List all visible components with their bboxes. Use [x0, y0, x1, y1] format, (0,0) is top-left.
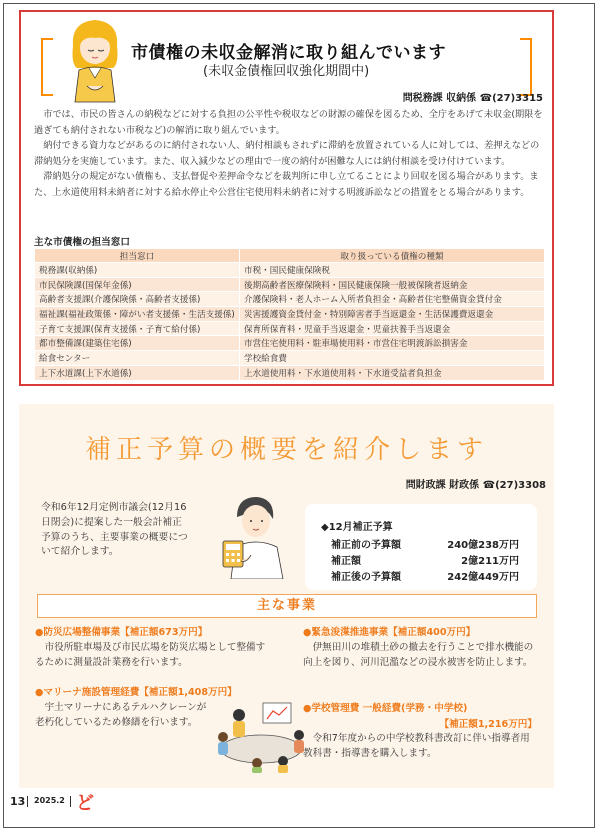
tax-office-contact: 問税務課 収納係 ☎(27)3315 [402, 93, 543, 104]
project-title: ●防災広場整備事業【補正額673万円】 [35, 627, 208, 638]
project-amount: 【補正額1,216万円】 [439, 719, 537, 730]
table-header-cell: 取り扱っている債権の種類 [239, 249, 544, 263]
section1-title: 市債権の未収金解消に取り組んでいます [131, 43, 446, 63]
table-row [35, 292, 545, 307]
project-description: 伊無田川の堆積土砂の撤去を行うことで排水機能の向上を図り、河川氾濫などの浸水被害を防止します。 [303, 642, 534, 669]
table-cell-office: 上下水道課(上下水道係) [35, 365, 240, 380]
table-cell-debt-type: 後期高齢者医療保険料・国民健康保険一般被保険者返納金 [239, 277, 544, 292]
table-row [35, 321, 545, 336]
budget-row [331, 536, 519, 551]
table-cell-office: 高齢者支援課(介護保険係・高齢者支援係) [35, 292, 240, 307]
table-cell-office: 税務課(収納係) [35, 263, 240, 278]
table-row [35, 351, 545, 366]
table-header-row [35, 249, 545, 263]
supplementary-budget-section [19, 404, 554, 788]
table-cell-debt-type: 学校給食費 [239, 351, 544, 366]
budget-summary-title: ◆12月補正予算 [321, 522, 393, 533]
project-description: 宇土マリーナにあるテルハクレーンが老朽化しているため修繕を行います。 [35, 702, 207, 729]
main-projects-heading: 主な事業 [37, 594, 537, 618]
table-cell-debt-type: 災害援護資金貸付金・特別障害者手当返還金・生活保護費返還金 [239, 307, 544, 322]
budget-row [331, 568, 519, 583]
budget-row-value: 2億211万円 [461, 556, 519, 567]
budget-row-value: 242億449万円 [447, 572, 519, 583]
title-bracket-left [41, 38, 53, 96]
table-cell-office: 子育て支援課(保育支援係・子育て給付係) [35, 321, 240, 336]
project-body [303, 731, 535, 762]
table-row [35, 365, 545, 380]
page-number: 13 [10, 795, 26, 808]
project-title: ●緊急浚渫推進事業【補正額400万円】 [303, 627, 476, 638]
budget-row [331, 552, 519, 567]
table-cell-office: 市民保険課(国保年金係) [35, 277, 240, 292]
budget-row-label: 補正前の予算額 [331, 540, 401, 551]
section2-title: 補正予算の概要を紹介します [84, 435, 488, 465]
magazine-logo: ど [76, 793, 94, 814]
meeting-illustration [209, 691, 314, 773]
footer-divider [27, 796, 28, 807]
project-body [35, 700, 209, 731]
budget-row-label: 補正額 [331, 556, 361, 567]
finance-office-contact: 問財政課 財政係 ☎(27)3308 [405, 480, 546, 491]
footer-divider [70, 796, 71, 807]
table-cell-debt-type: 保育所保育料・児童手当返還金・児童扶養手当返還金 [239, 321, 544, 336]
project-title: ●学校管理費 一般経費(学務・中学校) [303, 703, 468, 714]
man-with-calculator-illustration [217, 491, 291, 579]
issue-date: 2025.2 [34, 796, 65, 805]
project-body [35, 640, 271, 671]
section1-paragraph: 滞納処分の規定がない債権も、支払督促や差押命令などを裁判所に申し立てることにより回収を図る場合があります。また、上水道使用料未納者に対する給水停止や公営住宅使用料未納者に対する明渡訴訟などの措置をとる場合があります。 [34, 171, 539, 198]
table-row [35, 307, 545, 322]
table-cell-debt-type: 上水道使用料・下水道使用料・下水道受益者負担金 [239, 365, 544, 380]
table-row [35, 336, 545, 351]
table-row [35, 277, 545, 292]
budget-summary-box [305, 504, 537, 590]
budget-intro-text: 令和6年12月定例市議会(12月16日閉会)に提案した一般会計補正予算のうち、主要事業の概要について紹介します。 [41, 502, 188, 558]
debt-contact-table [34, 248, 545, 381]
table-cell-office: 給食センター [35, 351, 240, 366]
bowing-woman-illustration [61, 16, 129, 104]
table-cell-debt-type: 市営住宅使用料・駐車場使用料・市営住宅明渡訴訟損害金 [239, 336, 544, 351]
table-cell-office: 都市整備課(建築住宅係) [35, 336, 240, 351]
table-cell-office: 福祉課(福祉政策係・障がい者支援係・生活支援係) [35, 307, 240, 322]
debt-table-heading: 主な市債権の担当窓口 [34, 237, 130, 248]
table-cell-debt-type: 市税・国民健康保険税 [239, 263, 544, 278]
section1-paragraph: 納付できる資力などがあるのに納付されない人、納付相談もされずに滞納を放置されている人に対しては、差押えなどの滞納処分を実施しています。また、収入減少などの理由で一度の納付が困難な人には納付相談を受け付けています。 [34, 140, 540, 167]
budget-row-label: 補正後の予算額 [331, 572, 401, 583]
budget-row-value: 240億238万円 [447, 540, 519, 551]
section1-subtitle: (未収金債権回収強化期間中) [203, 64, 370, 79]
table-header-cell: 担当窓口 [35, 249, 240, 263]
section1-paragraph: 市では、市民の皆さんの納税などに対する負担の公平性や税収などの財源の確保を図るため、全庁をあげて未収金(期限を過ぎても納付されない市税など)の解消に取り組んでいます。 [34, 109, 543, 136]
uncollected-debt-section [19, 10, 554, 386]
project-body [303, 640, 535, 671]
section1-body [34, 107, 545, 201]
project-description: 市役所駐車場及び市民広場を防災広場として整備するために測量設計業務を行います。 [35, 642, 266, 669]
project-description: 令和7年度からの中学校教科書改訂に伴い指導者用教科書・指導書を購入します。 [303, 733, 530, 760]
table-cell-debt-type: 介護保険料・老人ホーム入所者負担金・高齢者住宅整備資金貸付金 [239, 292, 544, 307]
project-title: ●マリーナ施設管理経費【補正額1,408万円】 [35, 687, 237, 698]
table-row [35, 263, 545, 278]
